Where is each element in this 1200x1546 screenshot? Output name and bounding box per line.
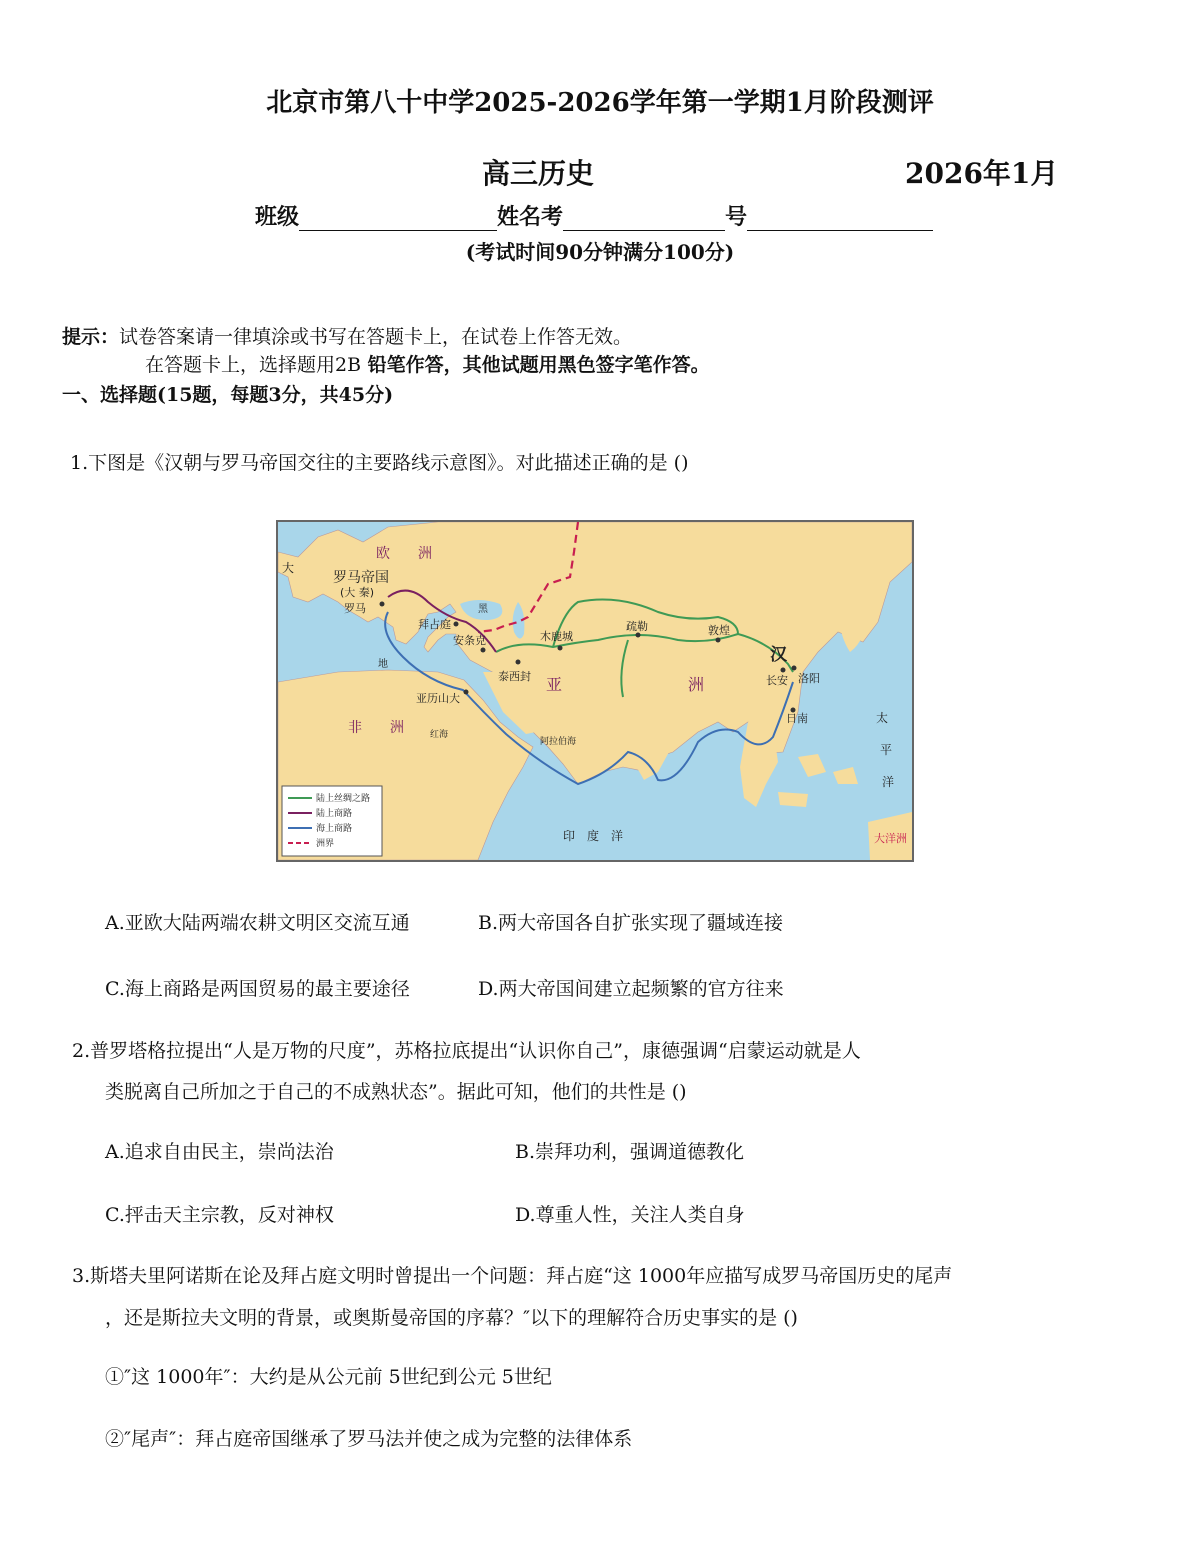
legend-border: 洲界 <box>316 839 335 849</box>
legend-sea-route: 海上商路 <box>316 824 353 834</box>
map-label-oceania: 大洋洲 <box>874 832 907 845</box>
q1-option-b: B.两大帝国各自扩张实现了疆域连接 <box>478 912 784 934</box>
map-label-kashgar: 疏勒 <box>626 620 648 633</box>
map-label-black-sea: 黑 <box>478 604 488 615</box>
legend-silk-road: 陆上丝绸之路 <box>316 794 371 804</box>
legend-land-route: 陆上商路 <box>316 809 353 819</box>
map-label-alexandria: 亚历山大 <box>416 692 460 705</box>
tip-label: 提示： <box>62 326 120 348</box>
map-svg <box>278 522 912 860</box>
map-label-pacific-2: 平 <box>880 743 893 757</box>
exam-subject: 高三历史 <box>482 157 595 190</box>
map-label-merv: 木鹿城 <box>540 630 573 643</box>
q2-option-d: D.尊重人性，关注人类自身 <box>515 1204 745 1226</box>
student-info-row <box>255 200 933 231</box>
section-1-title: 一、选择题(15题，每题3分，共45分) <box>62 384 394 406</box>
q3-item-2: ②″尾声″：拜占庭帝国继承了罗马法并使之成为完整的法律体系 <box>105 1428 633 1450</box>
map-label-antioch: 安条克 <box>453 634 486 647</box>
map-label-med: 地 <box>378 659 388 670</box>
q2-option-a: A.追求自由民主，崇尚法治 <box>105 1141 334 1163</box>
q1-option-d: D.两大帝国间建立起频繁的官方往来 <box>478 978 784 1000</box>
map-label-rinan: 日南 <box>786 712 808 725</box>
map-label-asia-zhou: 洲 <box>688 675 705 694</box>
map-label-red-sea: 红海 <box>430 730 449 740</box>
q2-option-b: B.崇拜功利，强调道德教化 <box>515 1141 745 1163</box>
map-label-atlantic: 大 <box>282 561 295 575</box>
map-label-daqin: (大 秦) <box>340 586 375 599</box>
map-label-ctesiphon: 泰西封 <box>498 670 531 683</box>
map-label-rome-empire: 罗马帝国 <box>333 570 389 586</box>
q2-stem-line-2: 类脱离自己所加之于自己的不成熟状态”。据此可知，他们的共性是 () <box>105 1081 687 1103</box>
name-blank <box>563 206 725 231</box>
tip-text-2-bold: 铅笔作答，其他试题用黑色签字笔作答。 <box>361 354 710 376</box>
class-label: 班级 <box>255 204 300 230</box>
silk-road-map <box>276 520 914 862</box>
tip-line-1 <box>62 322 632 349</box>
map-label-han: 汉 <box>770 645 787 665</box>
map-label-europe: 欧 洲 <box>376 546 432 562</box>
map-label-asia-ya: 亚 <box>546 675 563 694</box>
map-label-changan: 长安 <box>766 674 788 687</box>
class-blank <box>299 206 497 231</box>
name-label: 姓名考 <box>497 204 564 230</box>
map-label-pacific-1: 太 <box>876 711 889 725</box>
q3-stem-line-1: 3.斯塔夫里阿诺斯在论及拜占庭文明时曾提出一个问题：拜占庭“这 1000年应描写成罗马帝国历史的尾声 <box>72 1265 953 1287</box>
tip-text-2: 在答题卡上，选择题用2B <box>145 354 362 376</box>
map-legend <box>282 786 382 856</box>
q3-item-1: ①″这 1000年″：大约是从公元前 5世纪到公元 5世纪 <box>105 1366 552 1388</box>
q1-option-a: A.亚欧大陆两端农耕文明区交流互通 <box>105 912 410 934</box>
map-label-luoyang: 洛阳 <box>798 672 820 685</box>
exam-note: (考试时间90分钟满分100分) <box>465 240 735 264</box>
number-label: 号 <box>725 204 748 230</box>
map-label-roma: 罗马 <box>344 602 366 615</box>
q3-stem-line-2: ，还是斯拉夫文明的背景，或奥斯曼帝国的序幕？″以下的理解符合历史事实的是 () <box>105 1307 798 1329</box>
map-label-africa: 非 洲 <box>348 720 404 736</box>
exam-title: 北京市第八十中学2025-2026学年第一学期1月阶段测评 <box>266 88 934 118</box>
q2-option-c: C.抨击天主宗教，反对神权 <box>105 1204 334 1226</box>
q2-stem-line-1: 2.普罗塔格拉提出“人是万物的尺度”，苏格拉底提出“认识你自己”，康德强调“启蒙运动就是人 <box>72 1040 861 1062</box>
tip-text-1: 试卷答案请一律填涂或书写在答题卡上，在试卷上作答无效。 <box>119 326 633 348</box>
map-label-dunhuang: 敦煌 <box>708 624 730 637</box>
exam-date: 2026年1月 <box>905 157 1059 190</box>
q1-option-c: C.海上商路是两国贸易的最主要途径 <box>105 978 410 1000</box>
map-label-pacific-3: 洋 <box>882 775 895 789</box>
tip-line-2 <box>145 350 710 377</box>
q1-stem: 1.下图是《汉朝与罗马帝国交往的主要路线示意图》。对此描述正确的是 () <box>70 452 689 474</box>
map-label-arabian-sea: 阿拉伯海 <box>540 737 577 747</box>
map-label-indian-ocean: 印 度 洋 <box>563 829 624 843</box>
map-label-byzantium: 拜占庭 <box>418 618 451 631</box>
number-blank <box>747 206 933 231</box>
